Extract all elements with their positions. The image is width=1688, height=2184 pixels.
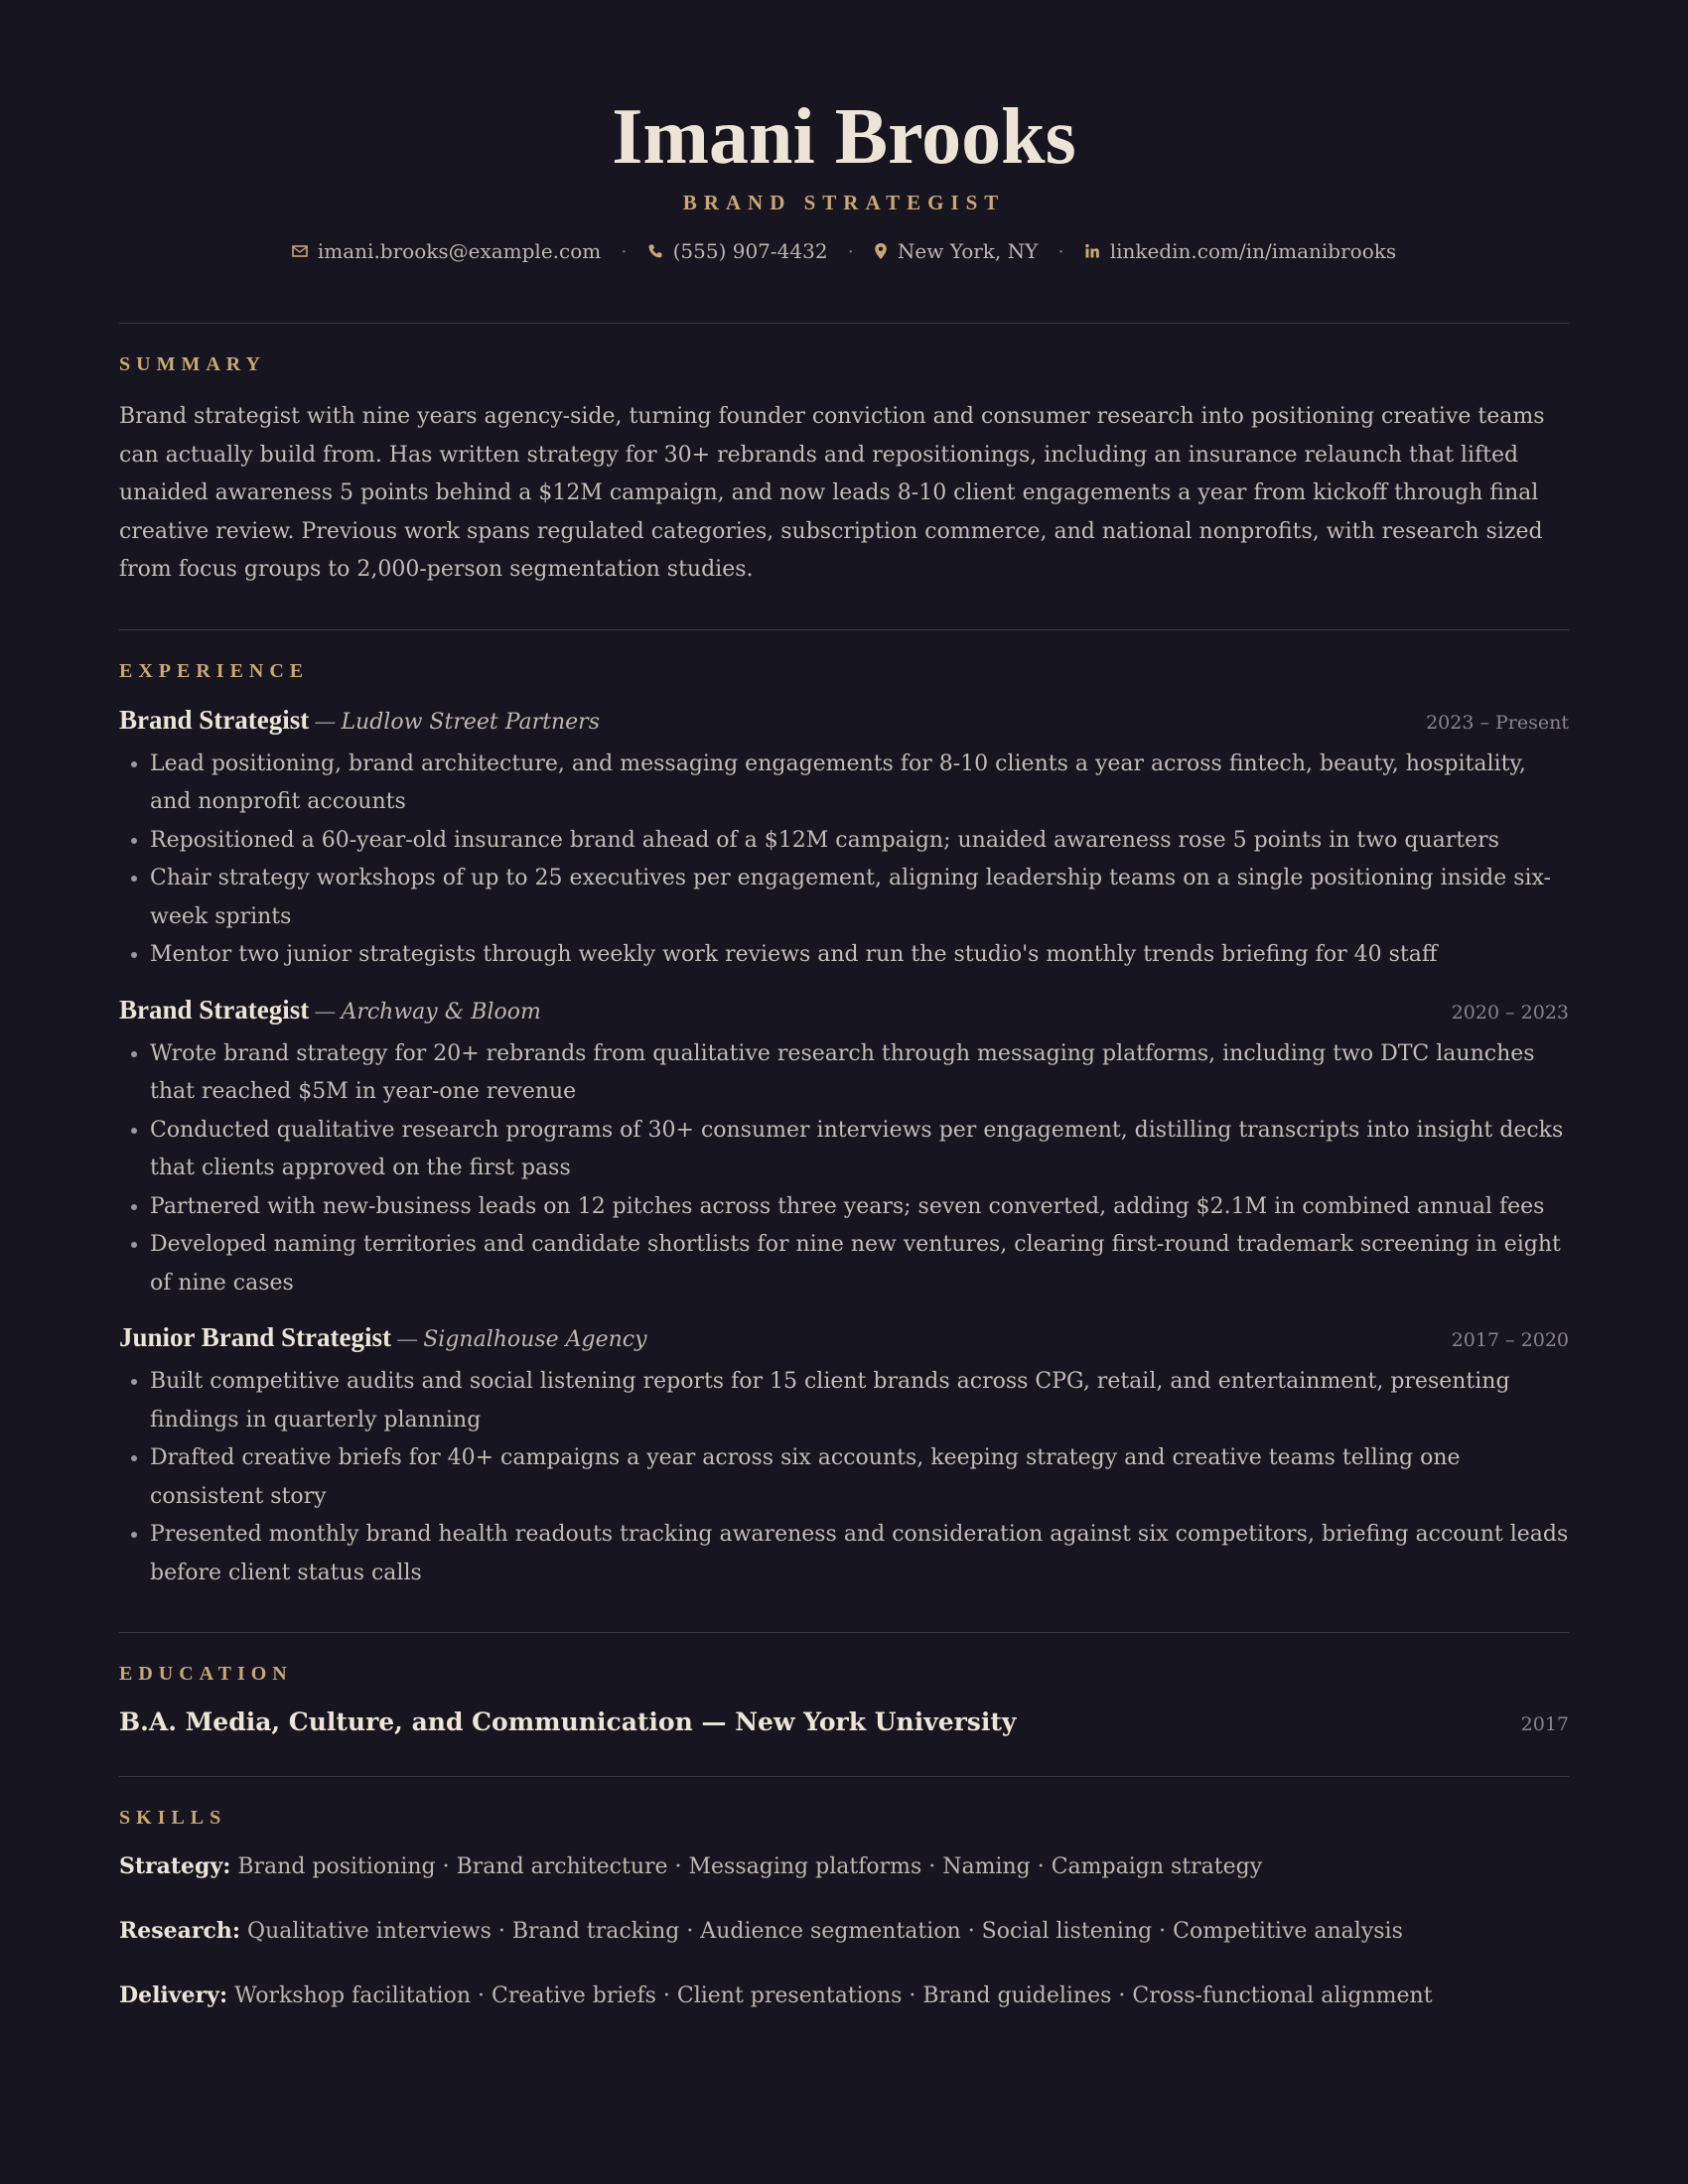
job-separator: — <box>314 999 337 1024</box>
resume-header <box>119 0 1569 263</box>
job-bullet: • Repositioned a 60-year-old insurance brand ahead of a $12M campaign; unaided awareness rose 5 points in two quarters <box>150 822 1569 861</box>
skill-group-label: Delivery: <box>119 1982 228 2008</box>
job-role: Brand Strategist <box>119 994 310 1024</box>
phone-icon <box>647 243 663 259</box>
skills-heading: SKILLS <box>119 1807 227 1829</box>
job-bullet: • Mentor two junior strategists through weekly work reviews and run the studio's monthly trends briefing for 40 staff <box>150 936 1569 975</box>
education-entry <box>119 1707 1569 1736</box>
phone-text: (555) 907-4432 <box>672 239 828 263</box>
summary-text: Brand strategist with nine years agency-side, turning founder conviction and consumer research into positioning creative teams can actually build from. Has written strategy for 30+ rebrands and repositionings, including an insurance relaunch that lifted unaided awareness 5 points behind a $12M campaign, and now leads 8-10 client engagements a year from kickoff through final creative review. Previous work spans regulated categories, subscription commerce, and national nonprofits, with research sized from focus groups to 2,000-person segmentation studies. <box>119 404 1545 582</box>
contact-separator: · <box>1057 239 1064 263</box>
skill-group-items: Brand positioning · Brand architecture · Messaging platforms · Naming · Campaign strategy <box>237 1854 1263 1879</box>
summary-heading: SUMMARY <box>119 353 266 375</box>
location-pin-icon <box>874 242 888 260</box>
job-role: Brand Strategist <box>119 704 310 735</box>
job-title: BRAND STRATEGIST <box>682 191 1006 214</box>
skill-group <box>119 1916 1569 1947</box>
skill-group-label: Research: <box>119 1918 241 1944</box>
job-bullets <box>119 1363 1569 1592</box>
job-bullets <box>119 1035 1569 1303</box>
education-section <box>119 1633 1569 1736</box>
education-degree: B.A. Media, Culture, and Communication — New York University <box>119 1707 1017 1736</box>
job-separator: — <box>396 1327 419 1352</box>
job-company: Archway & Bloom <box>341 999 541 1024</box>
job-dates: 2017 – 2020 <box>1451 1329 1569 1351</box>
job-entry <box>119 995 1569 1303</box>
job-header <box>119 995 1569 1025</box>
contact-location <box>874 239 1038 263</box>
contact-linkedin[interactable] <box>1084 239 1396 263</box>
contact-email[interactable] <box>292 239 601 263</box>
job-dates: 2020 – 2023 <box>1451 1001 1569 1024</box>
education-heading: EDUCATION <box>119 1663 293 1685</box>
job-bullet: • Partnered with new-business leads on 12 pitches across three years; seven converted, adding $2.1M in combined annual fees <box>150 1188 1569 1227</box>
candidate-name: Imani Brooks <box>612 93 1076 181</box>
job-bullet: • Drafted creative briefs for 40+ campaigns a year across six accounts, keeping strategy and creative teams telling one consistent story <box>150 1439 1569 1516</box>
job-entry <box>119 1322 1569 1592</box>
email-text: imani.brooks@example.com <box>317 239 602 263</box>
job-role: Junior Brand Strategist <box>119 1322 392 1352</box>
job-bullet: • Wrote brand strategy for 20+ rebrands from qualitative research through messaging platforms, including two DTC launches that reached $5M in year-one revenue <box>150 1035 1569 1112</box>
linkedin-text: linkedin.com/in/imanibrooks <box>1109 239 1397 263</box>
summary-section <box>119 324 1569 590</box>
experience-heading: EXPERIENCE <box>119 659 310 682</box>
skill-group <box>119 1851 1569 1882</box>
contact-separator: · <box>847 239 854 263</box>
education-year: 2017 <box>1520 1713 1569 1735</box>
mail-icon <box>292 245 308 257</box>
contact-bar <box>119 239 1569 263</box>
skill-group-items: Workshop facilitation · Creative briefs · Client presentations · Brand guidelines · Cross-functional alignment <box>234 1983 1433 2008</box>
job-bullet: • Conducted qualitative research programs of 30+ consumer interviews per engagement, distilling transcripts into insight decks that clients approved on the first pass <box>150 1112 1569 1188</box>
job-separator: — <box>314 709 337 735</box>
job-company: Signalhouse Agency <box>423 1327 647 1352</box>
job-dates: 2023 – Present <box>1426 711 1569 734</box>
linkedin-icon <box>1084 243 1100 259</box>
job-bullet: • Built competitive audits and social listening reports for 15 client brands across CPG, retail, and entertainment, presenting findings in quarterly planning <box>150 1363 1569 1439</box>
job-company: Ludlow Street Partners <box>341 709 600 735</box>
contact-phone[interactable] <box>647 239 828 263</box>
skill-group-items: Qualitative interviews · Brand tracking · Audience segmentation · Social listening · Competitive analysis <box>247 1919 1403 1944</box>
skill-group <box>119 1980 1569 2011</box>
job-bullet: • Chair strategy workshops of up to 25 executives per engagement, aligning leadership teams on a single positioning inside six-week sprints <box>150 860 1569 936</box>
skill-group-label: Strategy: <box>119 1853 231 1879</box>
job-entry <box>119 705 1569 975</box>
job-bullet: • Lead positioning, brand architecture, and messaging engagements for 8-10 clients a year across fintech, beauty, hospitality, and nonprofit accounts <box>150 746 1569 822</box>
job-bullets <box>119 746 1569 975</box>
contact-separator: · <box>621 239 628 263</box>
experience-section <box>119 630 1569 1593</box>
location-text: New York, NY <box>897 239 1039 263</box>
skills-section <box>119 1777 1569 2011</box>
job-header <box>119 705 1569 736</box>
job-bullet: • Developed naming territories and candidate shortlists for nine new ventures, clearing first-round trademark screening in eight of nine cases <box>150 1226 1569 1302</box>
job-bullet: • Presented monthly brand health readouts tracking awareness and consideration against six competitors, briefing account leads before client status calls <box>150 1516 1569 1592</box>
job-header <box>119 1322 1569 1353</box>
